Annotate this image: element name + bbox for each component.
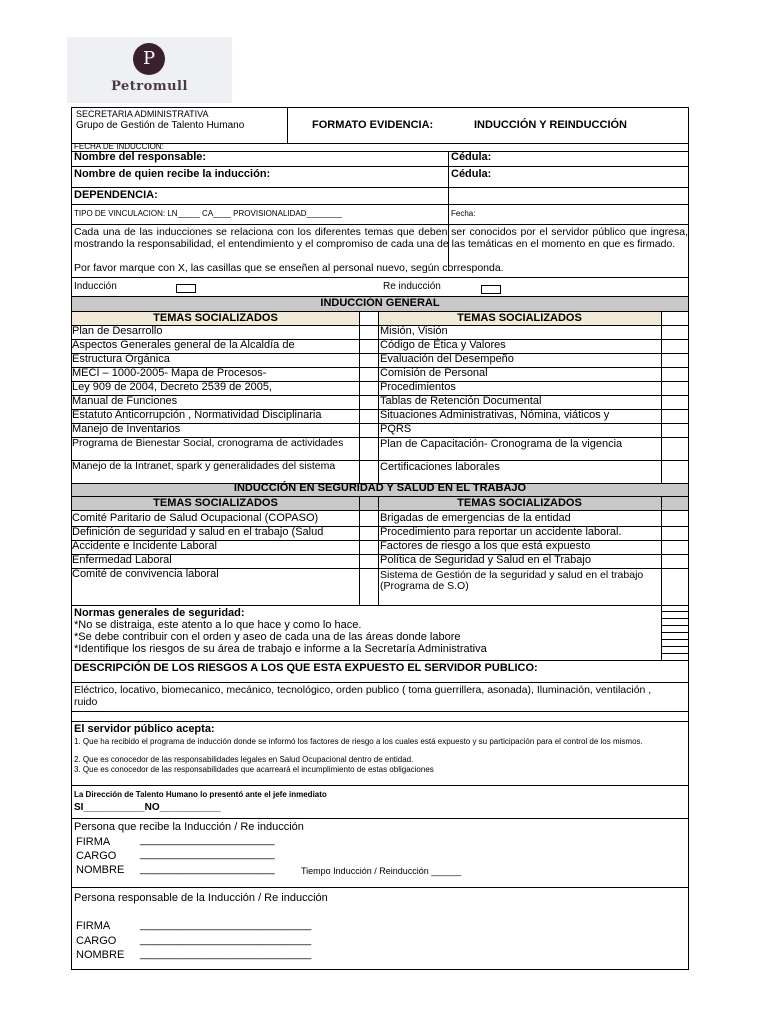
general-title: INDUCCIÓN GENERAL [320,297,440,309]
sst-right-item: Factores de riesgo a los que está expuesto [380,540,591,552]
sst-right-item: Procedimiento para reportar un accidente laboral. [380,526,622,538]
recibe-label: Nombre de quien recibe la inducción: [74,168,271,180]
general-right-item: Procedimientos [380,381,456,393]
acepta-item: 2. Que es conocedor de las responsabilidades legales en Salud Ocupacional dentro de entidad. [74,755,414,764]
general-right-item: Tablas de Retención Documental [380,395,542,407]
general-left-item: Aspectos Generales general de la Alcaldía de [72,339,295,351]
sst-right-item: Sistema de Gestión de la seguridad y salud en el trabajo (Programa de S.O) [380,569,644,592]
riesgos-text: Eléctrico, locativo, biomecanico, mecánico, tecnológico, orden publico ( toma guerrillera, asonada), Iluminación, ventilación , ruido [74,684,652,708]
riesgos-title: DESCRIPCIÓN DE LOS RIESGOS A LOS QUE ESTA EXPUESTO EL SERVIDOR PUBLICO: [74,662,538,674]
option-reinduccion: Re inducción [383,281,441,292]
general-right-item: PQRS [380,423,412,435]
general-right-item: Situaciones Administrativas, Nómina, viáticos y [380,409,610,421]
general-left-item: Plan de Desarrollo [72,325,163,337]
general-left-item: Manejo de Inventarios [72,423,181,435]
general-left-item: Estatuto Anticorrupción , Normatividad Disciplinaria [72,409,322,421]
company-logo [67,37,232,103]
sst-left-item: Comité de convivencia laboral [72,568,219,580]
general-right-item: Evaluación del Desempeño [380,353,514,365]
general-right-item: Plan de Capacitación- Cronograma de la vigencia [380,438,623,450]
firma-line[interactable]: ____________________________ [140,919,312,931]
sst-right-item: Brigadas de emergencias de la entidad [380,512,571,524]
normas-item: *Identifique los riesgos de su área de trabajo e informe a la Secretaría Administrativa [74,643,487,655]
nombre-label: NOMBRE [76,949,125,961]
cargo-label: CARGO [76,850,117,862]
format-title: INDUCCIÓN Y REINDUCCIÓN [474,119,627,131]
dependencia-label: DEPENDENCIA: [74,189,158,201]
org-line1: SECRETARIA ADMINISTRATIVA [76,109,209,119]
logo-brand: Petromull [111,79,188,94]
fecha-short-label: Fecha: [451,209,476,218]
normas-title: Normas generales de seguridad: [74,607,245,619]
firma-recibe-title: Persona que recibe la Inducción / Re inducción [74,821,304,833]
sst-left-item: Enfermedad Laboral [72,554,172,566]
responsable-label: Nombre del responsable: [74,151,207,163]
sst-left-item: Accidente e Incidente Laboral [72,540,217,552]
normas-item: *Se debe contribuir con el orden y aseo de cada una de las áreas donde labore [74,631,461,643]
cargo-line[interactable]: ______________________ [140,848,275,860]
general-right-item: Certificaciones laborales [380,461,500,473]
general-left-item: MECI – 1000-2005- Mapa de Procesos- [72,367,267,379]
nombre-line[interactable]: ____________________________ [140,948,312,960]
general-left-item: Manual de Funciones [72,395,178,407]
logo-mark: P [133,43,165,75]
format-label: FORMATO EVIDENCIA: [312,119,434,131]
option-induccion: Inducción [74,281,117,292]
firma-line[interactable]: ______________________ [140,834,275,846]
cedula1-label: Cédula: [451,151,492,163]
acepta-item: 1. Que ha recibido el programa de inducción donde se informó los factores de riesgo a los cuales está expuesto y su participación para el control de los mismos. [74,737,643,746]
sst-right-item: Política de Seguridad y Salud en el Trabajo [380,554,591,566]
direccion-text: La Dirección de Talento Humano lo presentó ante el jefe inmediato [74,790,327,799]
firma-label: FIRMA [76,836,111,848]
si-no-field[interactable]: SI___________NO___________ [74,802,221,813]
cargo-line[interactable]: ____________________________ [140,934,312,946]
general-right-header: TEMAS SOCIALIZADOS [457,312,582,324]
general-right-item: Código de Ética y Valores [380,339,506,351]
general-left-item: Manejo de la Intranet, spark y generalidades del sistema [72,460,336,472]
cargo-label: CARGO [76,935,117,947]
reinduccion-checkbox[interactable] [481,285,501,294]
sst-left-item: Comité Paritario de Salud Ocupacional (COPASO) [72,512,319,524]
tiempo-induccion[interactable]: Tiempo Inducción / Reinducción ______ [301,866,462,876]
fecha-label: FECHA DE INDUCCION: [74,142,164,151]
sst-right-header: TEMAS SOCIALIZADOS [457,497,582,509]
sst-title: INDUCCIÓN EN SEGURIDAD Y SALUD EN EL TRABAJO [233,482,527,494]
induccion-checkbox[interactable] [176,284,196,293]
tipo-vinculacion: TIPO DE VINCULACION: LN_____ CA____ PROVISIONALIDAD________ [74,209,343,218]
cedula2-label: Cédula: [451,168,492,180]
general-left-item: Programa de Bienestar Social, cronograma de actividades [72,437,344,449]
firma-responsable-title: Persona responsable de la Inducción / Re inducción [74,892,328,904]
general-left-item: Ley 909 de 2004, Decreto 2539 de 2005, [72,381,272,393]
general-right-item: Comisión de Personal [380,367,488,379]
acepta-item: 3. Que es conocedor de las responsabilidades que acarreará el incumplimiento de estas obligaciones [74,765,434,774]
general-left-item: Estructura Orgánica [72,353,170,365]
intro-text: Cada una de las inducciones se relaciona con los diferentes temas que deben ser conocidos por el servidor público que ingresa, mostrando la responsabilidad, el entendimiento y el compromiso de cada una de las temáticas en el momento en que es firmado. [74,226,688,250]
sst-left-header: TEMAS SOCIALIZADOS [153,497,278,509]
normas-item: *No se distraiga, este atento a lo que hace y como lo hace. [74,619,362,631]
induction-form [71,107,689,970]
nombre-line[interactable]: ______________________ [140,863,275,875]
sst-left-item: Definición de seguridad y salud en el trabajo (Salud [72,526,324,538]
acepta-title: El servidor público acepta: [74,723,215,735]
org-line2: Grupo de Gestión de Talento Humano [76,120,245,131]
general-right-item: Misión, Visión [380,325,448,337]
firma-label: FIRMA [76,920,111,932]
intro-instruction: Por favor marque con X, las casillas que se enseñen al personal nuevo, según corresponda. [74,262,504,274]
nombre-label: NOMBRE [76,864,125,876]
general-left-header: TEMAS SOCIALIZADOS [153,312,278,324]
